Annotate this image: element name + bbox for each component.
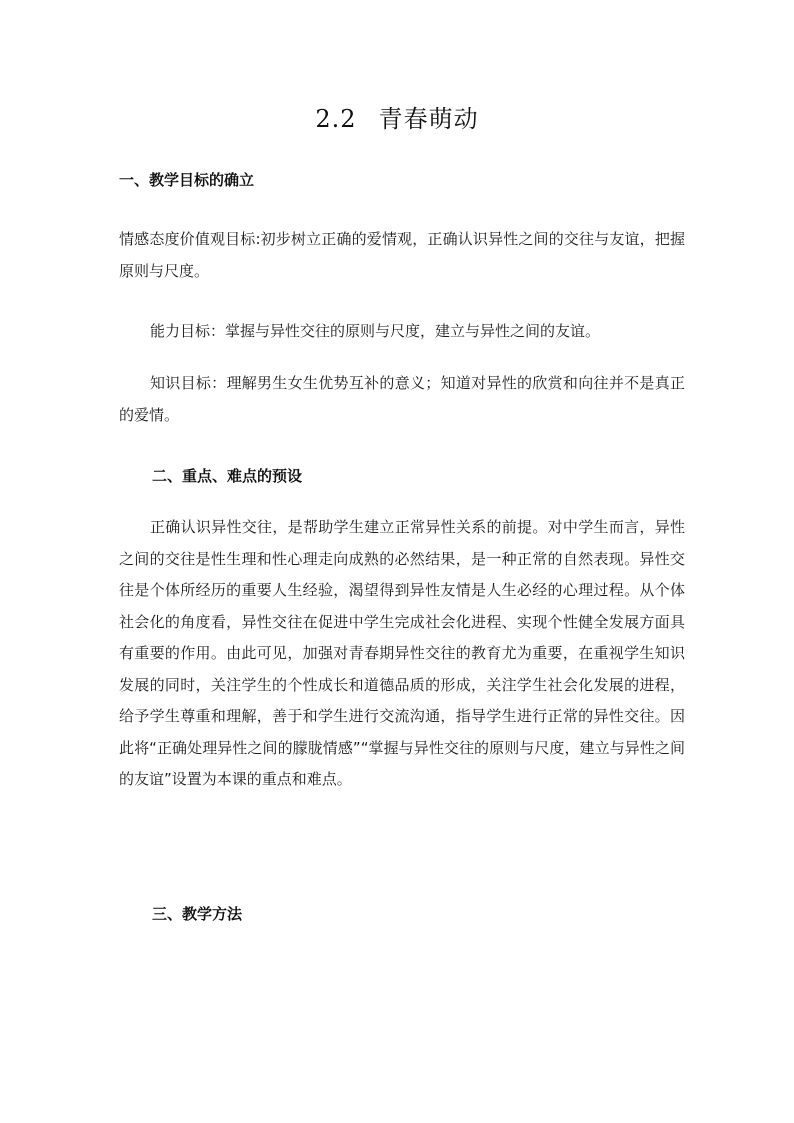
title-text: 青春萌动 <box>378 105 479 133</box>
paragraph-goal-emotion: 情感态度价值观目标:初步树立正确的爱情观，正确认识异性之间的交往与友谊，把握原则与尺度。 <box>119 230 685 280</box>
paragraph-goal-ability: 能力目标：掌握与异性交往的原则与尺度，建立与异性之间的友谊。 <box>150 322 601 340</box>
section-heading-key-points: 二、重点、难点的预设 <box>152 467 303 485</box>
section-heading-objectives: 一、教学目标的确立 <box>119 171 255 189</box>
title-number: 2.2 <box>315 105 357 133</box>
paragraph-key-points-body: 正确认识异性交往，是帮助学生建立正常异性关系的前提。对中学生而言，异性之间的交往是性生理和性心理走向成熟的必然结果，是一种正常的自然表现。异性交往是个体所经历的重要人生经验，渴望得到异性友情是人生必经的心理过程。从个体社会化的角度看，异性交往在促进中学生完成社会化进程、实现个性健全发展方面具有重要的作用。由此可见，加强对青春期异性交往的教育尤为重要，在重视学生知识发展的同时，关注学生的个性成长和道德品质的形成，关注学生社会化发展的进程，给予学生尊重和理解，善于和学生进行交流沟通，指导学生进行正常的异性交往。因此将“正确处理异性之间的朦胧情感”“掌握与异性交往的原则与尺度，建立与异性之间的友谊”设置为本课的重点和难点。 <box>119 518 685 788</box>
paragraph-goal-knowledge: 知识目标：理解男生女生优势互补的意义；知道对异性的欣赏和向往并不是真正的爱情。 <box>119 374 685 424</box>
section-heading-methods: 三、教学方法 <box>152 905 243 923</box>
page-title <box>0 102 794 136</box>
